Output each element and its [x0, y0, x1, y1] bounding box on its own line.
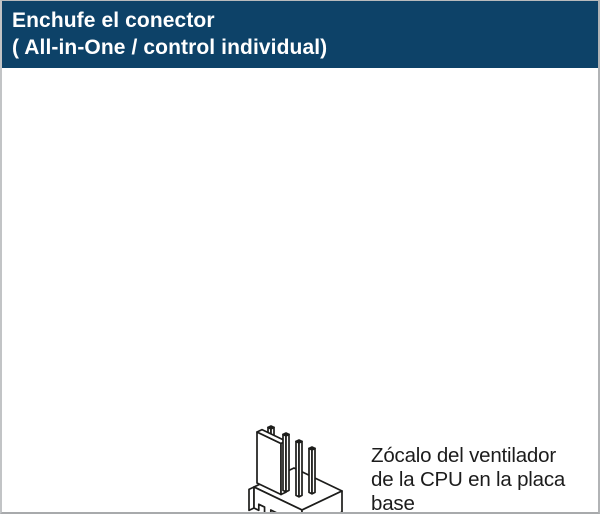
title-bar: [2, 1, 598, 68]
connector-pin-3: [296, 440, 302, 497]
illustration-caption: [371, 444, 581, 514]
page-title-line1: Enchufe el conector: [12, 9, 215, 32]
connector-pin-2: [283, 433, 289, 492]
caption-line-3: base: [371, 492, 415, 514]
content-area: [2, 68, 598, 512]
page-title-line2: ( All-in-One / control individual): [12, 36, 328, 59]
connector-pin-4: [309, 447, 315, 494]
cpu-fan-header-connector-icon: [246, 415, 348, 514]
caption-line-1: Zócalo del ventilador: [371, 444, 556, 467]
connector-latch-wall: [257, 430, 286, 495]
caption-line-2: de la CPU en la placa: [371, 468, 566, 491]
